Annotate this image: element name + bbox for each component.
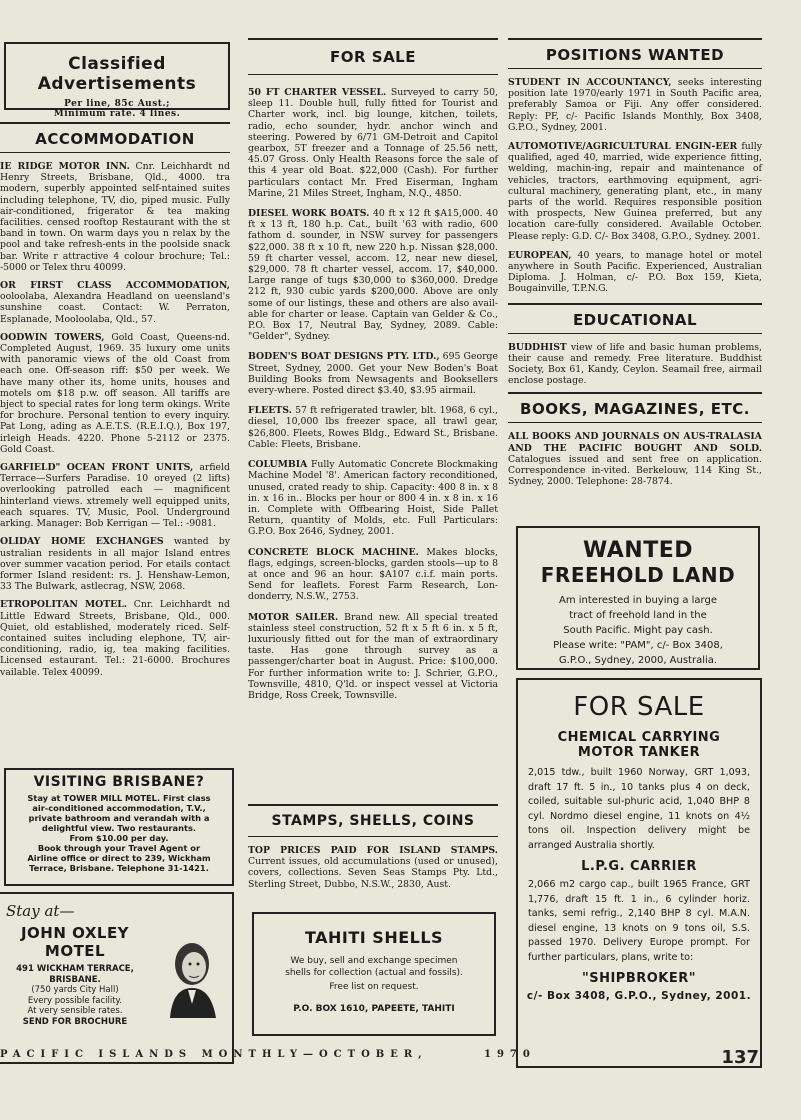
for-sale-ads	[248, 87, 498, 701]
stamps-heading: STAMPS, SHELLS, COINS	[271, 813, 475, 829]
oxley-address-2: BRISBANE.	[49, 974, 101, 985]
wanted-freehold-land-ad	[516, 526, 760, 670]
educational-heading: EDUCATIONAL	[572, 310, 698, 329]
stamps-ad: TOP PRICES PAID FOR ISLAND STAMPS. Current issues, old accumulations (used or unused), covers, collections. Seven Seas Stamps Pty. Ltd., Sterling Street, Dubbo, N.S.W., 2830, Aust.	[248, 845, 498, 890]
classified-ad: DIESEL WORK BOATS. 40 ft x 12 ft $A15,000. 40 ft x 13 ft, 180 h.p. Cat., built '63 with radio, 600 fathom d. sounder, in NSW survey for passengers $22,000. 38 ft x 10 ft, new 220 h.p. Nissan $28,000. 59 ft charter vessel, accom. 12, near new diesel, $29,000. 78 ft charter vessel, accom. 17, $40,000. Large range of tugs $30,000 to $360,000. Dredge 212 ft, 930 cubic yards $200,000. Above are only some of our listings, these and others are also avail-able for charter or lease. Captain van Gelder & Co., P.O. Box 17, Neutral Bay, Sydney, 2089. Cable: "Gelder", Sydney.	[248, 208, 498, 343]
oxley-address-4: Every possible facility.	[27, 995, 123, 1006]
shipbroker-name: "SHIPBROKER"	[581, 971, 697, 986]
tanker-for-sale-ad	[516, 678, 762, 1068]
classified-ad: FLEETS. 57 ft refrigerated trawler, blt. 1968, 6 cyl., diesel, 10,000 lbs freezer space, all trawl gear, $26,800. Fleets, Rowes Bldg., Edward St., Brisbane. Cable: Fleets, Brisbane.	[248, 405, 498, 450]
visiting-brisbane-line: delightful view. Two restaurants.	[41, 823, 197, 833]
wanted-title: WANTED	[582, 538, 693, 563]
positions-ads	[508, 77, 762, 295]
tahiti-line2: shells for collection (actual and fossils).	[285, 968, 463, 978]
books-ad: ALL BOOKS AND JOURNALS ON AUS-TRALASIA AND THE PACIFIC BOUGHT AND SOLD. Catalogues issued and sent free on application. Correspondence in-vited. Berkelouw, 114 King St., Sydney, 2000. Telephone: 28-7874.	[508, 431, 762, 488]
freehold-land-title: FREEHOLD LAND	[540, 563, 736, 587]
classified-ad: AUTOMOTIVE/AGRICULTURAL ENGIN-EER fully qualified, aged 40, married, wide experience fitting, welding, machin-ing, repair and maintenance of vehicles, tractors, earthmoving equipment, agri-cultural machinery, generating plant, etc., in many parts of the world. Requires responsible position with prospects, New Guinea preferred, but any location care-fully considered. Available October. Please reply: G.D. C/- Box 3408, G.P.O., Sydney. 2001.	[508, 141, 762, 242]
tahiti-line3: Free list on request.	[329, 982, 419, 992]
tanker-body1: 2,015 tdw., built 1960 Norway, GRT 1,093, draft 17 ft. 5 in., 10 tanks plus 4 on deck, coiled, suitable sul-phuric acid, 1,040 BHP 8 cyl. Nordmo diesel engine, 11 knots on 4½ tons oil. Inspection delivery might be arranged Australia shortly.	[528, 767, 750, 851]
oxley-address-3: (750 yards City Hall)	[31, 985, 119, 995]
page-footer	[0, 1047, 801, 1071]
wanted-line4: Please write: "PAM", c/- Box 3408,	[553, 640, 723, 651]
visiting-brisbane-line: air-conditioned accommodation, T.V.,	[32, 803, 206, 813]
tanker-for-sale-title: FOR SALE	[573, 692, 705, 722]
shipbroker-address: c/- Box 3408, G.P.O., Sydney, 2001.	[526, 990, 752, 1002]
wanted-line2: tract of freehold land in the	[569, 610, 707, 621]
classified-ad: OLIDAY HOME EXCHANGES wanted by ustralian residents in all major Island entres over summer vacation period. For etails contact former Island resident: rs. J. Henshaw-Lemon, 33 The Bulwark, astlecrag, NSW, 2068.	[0, 536, 231, 593]
column-right	[508, 34, 762, 1002]
visiting-brisbane-line: Terrace, Brisbane. Telephone 31-1421.	[29, 863, 209, 873]
classified-ad: OODWIN TOWERS, Gold Coast, Queens-nd. Completed August, 1969. 35 luxury ome units with panoramic views of the old Coast from each one. Off-season riff: $50 per week. We have many other its, home units, houses and motels om $18 p.w. off season. All tariffs are bject to special rates for long term okings. Write for brochure. Personal tention to every inquiry. Pat Long, ading as A.E.T.S. (R.E.I.Q.), Box 197, irleigh Heads. 4220. Phone 5-2112 or 2375. Gold Coast.	[0, 331, 230, 455]
wanted-line3: South Pacific. Might pay cash.	[563, 625, 713, 636]
tanker-sub1: CHEMICAL CARRYING	[557, 730, 721, 745]
accommodation-heading: ACCOMMODATION	[35, 130, 195, 148]
visiting-brisbane-line: private bathroom and verandah with a	[28, 813, 210, 823]
tanker-sub2: MOTOR TANKER	[577, 745, 701, 760]
visiting-brisbane-body	[6, 793, 232, 873]
john-oxley-ad	[0, 892, 234, 1064]
classified-ad: CONCRETE BLOCK MACHINE. Makes blocks, flags, edgings, screen-blocks, garden stools—up to 8 at once and 96 an hour. $A107 c.i.f. main ports. Send for leaflets. Forest Farm Research, Lon-donderry, N.S.W., 2753.	[248, 546, 499, 603]
column-middle	[248, 34, 499, 1014]
classified-ad: MOTOR SAILER. Brand new. All special treated stainless steel construction, 52 ft x 5 ft 6 in. x 5 ft, luxuriously fitted out for the man of extraordinary taste. Has gone through survey as a passenger/charter boat in August. Price: $100,000. For further information write to: J. Schrier, G.P.O., Townsville, 4810, Q'ld. or inspect vessel at Victoria Bridge, Ross Creek, Townsville.	[248, 611, 499, 701]
tanker-body2: 2,066 m2 cargo cap., built 1965 France, GRT 1,776, draft 15 ft. 1 in., 6 cylinder horiz. tanks, semi refrig., 2,140 BHP 8 cyl. M.A.N. diesel engine, 13 knots on 9 tons oil, S.S. passed 1970. Delivery Europe prompt. For further particulars, plans, write to:	[528, 879, 750, 963]
tahiti-title: TAHITI SHELLS	[304, 928, 444, 947]
classified-ad: BODEN'S BOAT DESIGNS PTY. LTD., 695 George Street, Sydney, 2000. Get your New Boden's Boat Building Books from Newsagents and Booksellers every-where. Posted direct $3.40, $3.95 airmail.	[248, 351, 498, 397]
tahiti-shells-ad	[252, 912, 496, 1036]
oxley-name-line2: MOTEL	[44, 942, 106, 960]
tanker-sub3: L.P.G. CARRIER	[581, 859, 697, 874]
educational-ad: BUDDHIST view of life and basic human problems, their cause and remedy. Free literature. Buddhist Society, Box 61, Kandy, Ceylon. Seamail free, airmail enclose postage.	[508, 341, 762, 387]
oxley-address-6: SEND FOR BROCHURE	[22, 1016, 128, 1027]
visiting-brisbane-ad	[4, 768, 234, 886]
oxley-address-5: At very sensible rates.	[27, 1006, 123, 1016]
for-sale-heading: FOR SALE	[330, 48, 416, 66]
classified-header-box	[4, 42, 230, 119]
classified-ad: ETROPOLITAN MOTEL. Cnr. Leichhardt nd Little Edward Streets, Brisbane, Qld., 000. Quiet, old established, moderately riced. Self-contained suites including elephone, TV, air-conditioning, radio, ig, tea making facilities. Licensed estaurant. Tel.: 21-6000. Brochures vailable. Telex 40099.	[0, 599, 230, 678]
classified-rate-line2: Minimum rate. 4 lines.	[53, 109, 181, 119]
visiting-brisbane-line: Book through your Travel Agent or	[37, 843, 201, 853]
publication-footer: PACIFIC ISLANDS MONTHLY—OCTOBER,	[0, 1049, 428, 1060]
tahiti-line1: We buy, sell and exchange specimen	[290, 956, 458, 966]
classified-title: Classified Advertisements	[37, 54, 197, 94]
classified-ad: 50 FT CHARTER VESSEL. Surveyed to carry 50, sleep 11. Double hull, fully fitted for Tourist and Charter work, incl. big lounge, kitchen, toilets, radio, echo sounder, hydr. anchor winch and steering. Powered by 6/71 GM-Detroit and Capitol gearbox, 5T freezer and a Tonnage of 25.56 nett, 45.07 Gross. Only Health Reasons force the sale of this 4 year old Boat. $22,000 (Cash). For further particulars contact Mr. Fred Eiserman, Ingham Marine, 21 Miles Street, Ingham, N.Q., 4850.	[248, 87, 498, 199]
visiting-brisbane-line: From $10.00 per day.	[69, 833, 169, 843]
man-portrait-illustration	[160, 934, 224, 1018]
positions-wanted-heading: POSITIONS WANTED	[545, 46, 725, 64]
accommodation-ads	[0, 161, 230, 678]
classified-ad: STUDENT IN ACCOUNTANCY, seeks interesting position late 1970/early 1971 in South Pacific area, preferably Samoa or Fiji. Any offer considered. Reply: PF, c/- Pacific Islands Monthly, Box 3408, G.P.O., Sydney, 2001.	[508, 77, 762, 133]
classified-ad: OR FIRST CLASS ACCOMMODATION, ooloolaba, Alexandra Headland on ueensland's sunshine coast. Contact: W. Perraton, Esplanade, Mooloolaba, Qld., 57.	[0, 280, 230, 325]
classified-ad: GARFIELD" OCEAN FRONT UNITS, arfield Terrace—Surfers Paradise. 10 oreyed (2 lifts) overlooking patrolled each — magnificent hinterland views. xtremely well equipped units, each squares. TV, Music, Pool. Underground arking. Manager: Bob Kerrigan — Tel.: -9081.	[0, 462, 230, 530]
classified-ad: COLUMBIA Fully Automatic Concrete Blockmaking Machine Model '8'. American factory reconditioned, unused, crated ready to ship. Capacity: 400 8 in. x 8 in. x 16 in.. Blocks per hour or 800 4 in. x 8 in. x 16 in. Complete with Offbearing Hoist, Side Pallet Return, quantity of Molds, etc. Full Particulars: G.P.O. Box 2646, Sydney, 2001.	[248, 459, 498, 538]
classified-ad: IE RIDGE MOTOR INN. Cnr. Leichhardt nd Henry Streets, Brisbane, Qld., 4000. tra modern, superbly appointed self-ntained suites including telephone, TV, dio, piped music. Fully air-conditioned, frigerator & tea making facilities. censed rooftop Restaurant with the st band in town. On warm days you n relax by the pool and take refresh-ents in the poolside snack bar. Write r attractive 4 colour brochure; Tel.: -5000 or Telex thru 40099.	[0, 161, 230, 273]
oxley-address-1: 491 WICKHAM TERRACE,	[16, 964, 134, 974]
oxley-name-line1: JOHN OXLEY	[20, 924, 130, 942]
column-left	[0, 34, 236, 1027]
classified-ad: EUROPEAN, 40 years, to manage hotel or motel anywhere in South Pacific. Experienced, Australian Diploma. J. Holman, c/- P.O. Box 159, Kieta, Bougainville, T.P.N.G.	[508, 249, 762, 295]
stay-at-label: Stay at—	[6, 902, 75, 920]
classified-rate-line1: Per line, 85c Aust.;	[64, 99, 170, 109]
wanted-line5: G.P.O., Sydney, 2000, Australia.	[558, 655, 718, 666]
tahiti-address: P.O. BOX 1610, PAPEETE, TAHITI	[293, 1004, 455, 1014]
visiting-brisbane-line: Stay at TOWER MILL MOTEL. First class	[27, 793, 211, 803]
visiting-brisbane-title: VISITING BRISBANE?	[33, 774, 205, 790]
page-number: 137	[721, 1047, 759, 1068]
visiting-brisbane-line: Airline office or direct to 239, Wickham	[27, 853, 211, 863]
wanted-line1: Am interested in buying a large	[559, 595, 717, 606]
footer-year: 1970	[484, 1049, 536, 1060]
books-heading: BOOKS, MAGAZINES, ETC.	[520, 400, 750, 419]
